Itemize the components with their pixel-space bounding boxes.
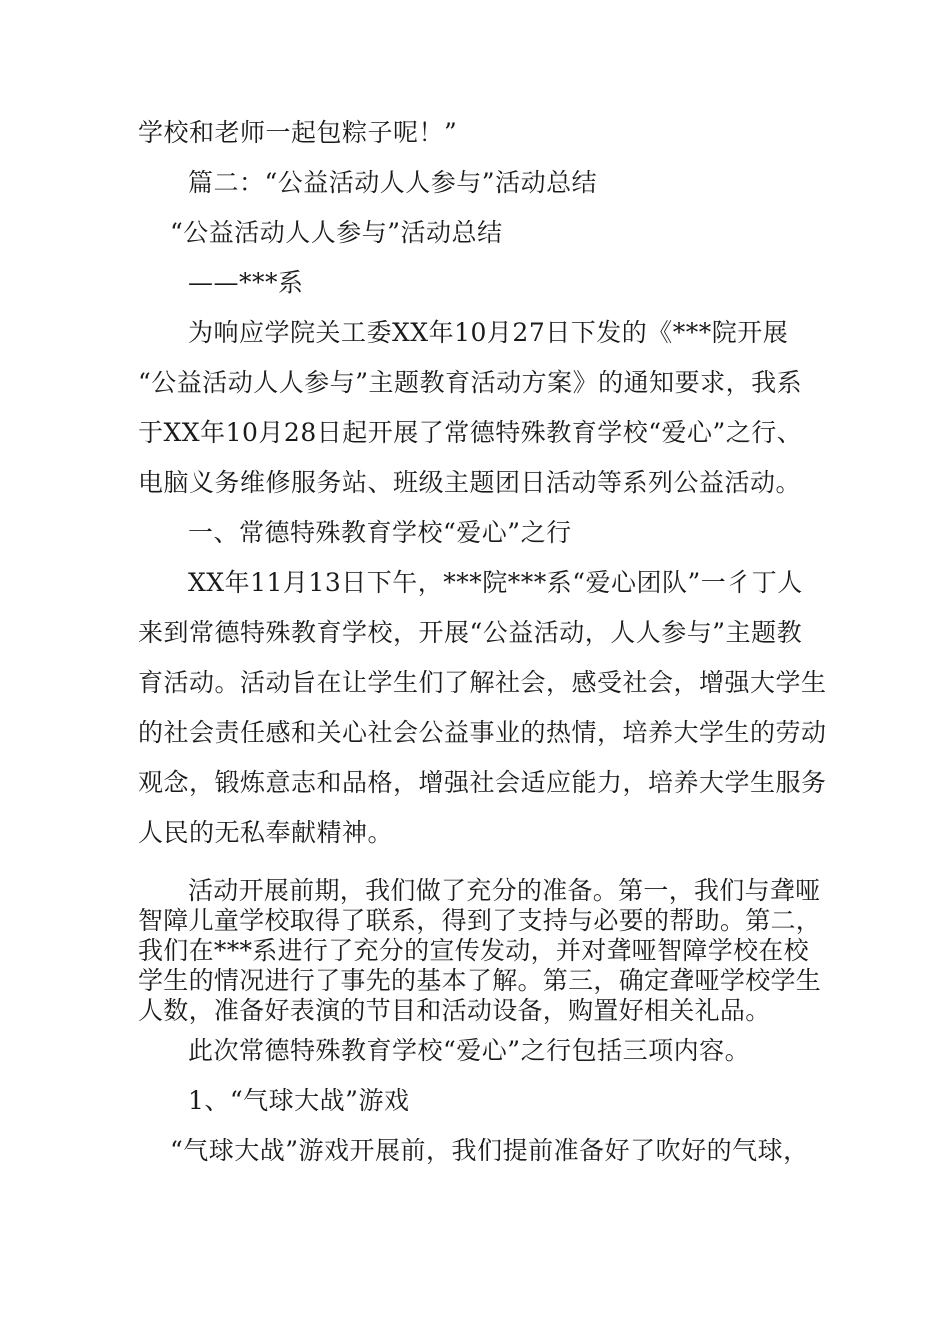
subsection-heading: 一、常德特殊教育学校“爱心”之行 bbox=[188, 518, 572, 547]
text-line: 学生的情况进行了事先的基本了解。第三，确定聋哑学校学生 bbox=[138, 966, 822, 995]
text-line: 活动开展前期，我们做了充分的准备。第一，我们与聋哑 bbox=[188, 876, 821, 905]
text-line: “公益活动人人参与”主题教育活动方案》的通知要求，我系 bbox=[138, 368, 803, 397]
text-line: XX年11月13日下午，***院***系“爱心团队”一彳丁人 bbox=[188, 568, 803, 597]
document-title: “公益活动人人参与”活动总结 bbox=[170, 218, 503, 247]
text-line: 观念，锻炼意志和品格，增强社会适应能力，培养大学生服务 bbox=[138, 768, 827, 797]
text-line: 学校和老师一起包粽子呢！” bbox=[138, 118, 458, 147]
text-line: 育活动。活动旨在让学生们了解社会，感受社会，增强大学生 bbox=[138, 668, 827, 697]
list-item-heading: 1、“气球大战”游戏 bbox=[188, 1086, 410, 1115]
text-line: 来到常德特殊教育学校，开展“公益活动，人人参与”主题教 bbox=[138, 618, 803, 647]
text-line: 于XX年10月28日起开展了常德特殊教育学校“爱心”之行、 bbox=[138, 418, 803, 447]
document-author: ——***系 bbox=[188, 268, 304, 297]
text-line: 我们在***系进行了充分的宣传发动，并对聋哑智障学校在校 bbox=[138, 936, 809, 965]
text-line: 此次常德特殊教育学校“爱心”之行包括三项内容。 bbox=[188, 1036, 751, 1065]
text-line: 人民的无私奉献精神。 bbox=[138, 818, 394, 847]
text-line: 电脑义务维修服务站、班级主题团日活动等系列公益活动。 bbox=[138, 468, 802, 497]
section-heading: 篇二：“公益活动人人参与”活动总结 bbox=[188, 168, 598, 197]
text-line: 为响应学院关工委XX年10月27日下发的《***院开展 bbox=[188, 318, 789, 347]
text-line: “气球大战”游戏开展前，我们提前准备好了吹好的气球， bbox=[170, 1136, 809, 1165]
text-line: 智障儿童学校取得了联系，得到了支持与必要的帮助。第二， bbox=[138, 906, 822, 935]
text-line: 的社会责任感和关心社会公益事业的热情，培养大学生的劳动 bbox=[138, 718, 827, 747]
text-line: 人数，准备好表演的节目和活动设备，购置好相关礼品。 bbox=[138, 996, 771, 1025]
